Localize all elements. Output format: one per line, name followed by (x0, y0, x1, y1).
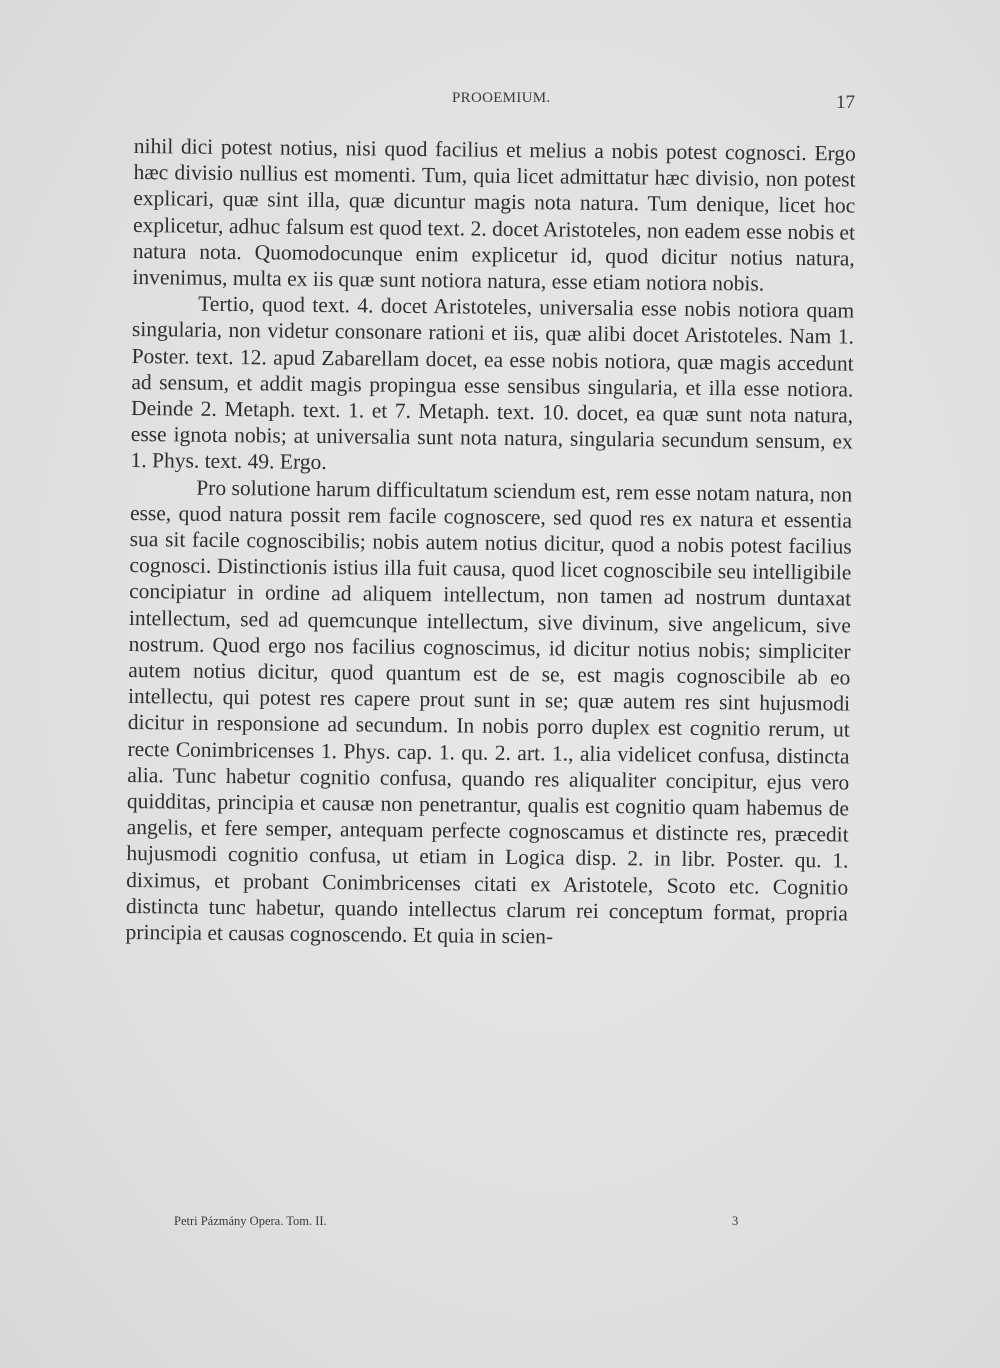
signature-mark: Petri Pázmány Opera. Tom. II. (174, 1214, 327, 1228)
signature-line (0, 1214, 1000, 1236)
paragraph: Tertio, quod text. 4. docet Aristoteles, universalia esse nobis notiora quam singularia, non videtur consonare rationi et iis, quæ alibi docet Aristoteles. Nam 1. Poster. text. 12. apud Zabarellam docet, ea esse nobis notiora, quæ magis accedunt ad sensum, et addit magis propingua esse sensibus singularia, et illa esse notiora. Deinde 2. Metaph. text. 1. et 7. Metaph. text. 10. docet, ea quæ sunt nota natura, esse ignota nobis; at universalia sunt nota natura, singularia secundum sensum, ex 1. Phys. text. 49. Ergo. (130, 291, 855, 475)
body-text (125, 133, 855, 953)
paragraph: Pro solutione harum difficultatum sciendum est, rem esse notam natura, non esse, quod natura possit rem facile cognoscere, sed quod res ex natura et essentia sua sit facile cognoscibilis; nobis autem notius dicitur, quod a nobis potest facilius cognosci. Distinctionis istius illa fuit causa, quod licet cognoscibile seu intelligibile concipiatur in ordine ad aliquem intellectum, non tamen ad nostrum duntaxat intellectum, sed ad quemcunque intellectum, sive divinum, sive angelicum, sive nostrum. Quod ergo nos facilius cognoscimus, id dicitur notius nobis; simpliciter autem notius dicitur, quod quantum est de se, est magis cognoscibile ab eo intellectu, qui potest res capere prout sunt in se; quæ autem res sint hujusmodi dicitur in responsione ad secundum. In nobis porro duplex est cognitio rerum, ut recte Conimbricenses 1. Phys. cap. 1. qu. 2. art. 1., alia videlicet confusa, distincta alia. Tunc habetur cognitio confusa, quando res aliqualiter concipitur, ejus vero quidditas, principia et causæ non penetrantur, qualis est cognitio quam habemus de angelis, et fere semper, antequam perfecte cognoscamus et distincte res, præcedit hujusmodi cognitio confusa, ut etiam in Logica disp. 2. in libr. Poster. qu. 1. diximus, et probant Conimbricenses citati ex Aristotele, Scoto etc. Cognitio distincta tunc habetur, quando intellectus clarum rei conceptum format, propria principia et causas cognoscendo. Et quia in scien- (125, 475, 853, 949)
running-title: PROOEMIUM. (452, 90, 551, 106)
signature-number: 3 (732, 1214, 739, 1228)
paragraph-continued: nihil dici potest notius, nisi quod facilius et melius a nobis potest cognosci. Ergo hæc divisio nullius est momenti. Tum, quia licet admittatur hæc divisio, non potest explicari, quæ sint illa, quæ dicuntur magis nota natura. Tum denique, licet hoc explicetur, adhuc falsum est quod text. 2. docet Aristoteles, non eadem esse nobis et natura nota. Quomodocunque enim explicetur id, quod dicitur notius natura, invenimus, multa ex iis quæ sunt notiora natura, esse etiam notiora nobis. (132, 133, 856, 296)
page-number: 17 (836, 92, 855, 113)
running-head (0, 90, 1000, 114)
